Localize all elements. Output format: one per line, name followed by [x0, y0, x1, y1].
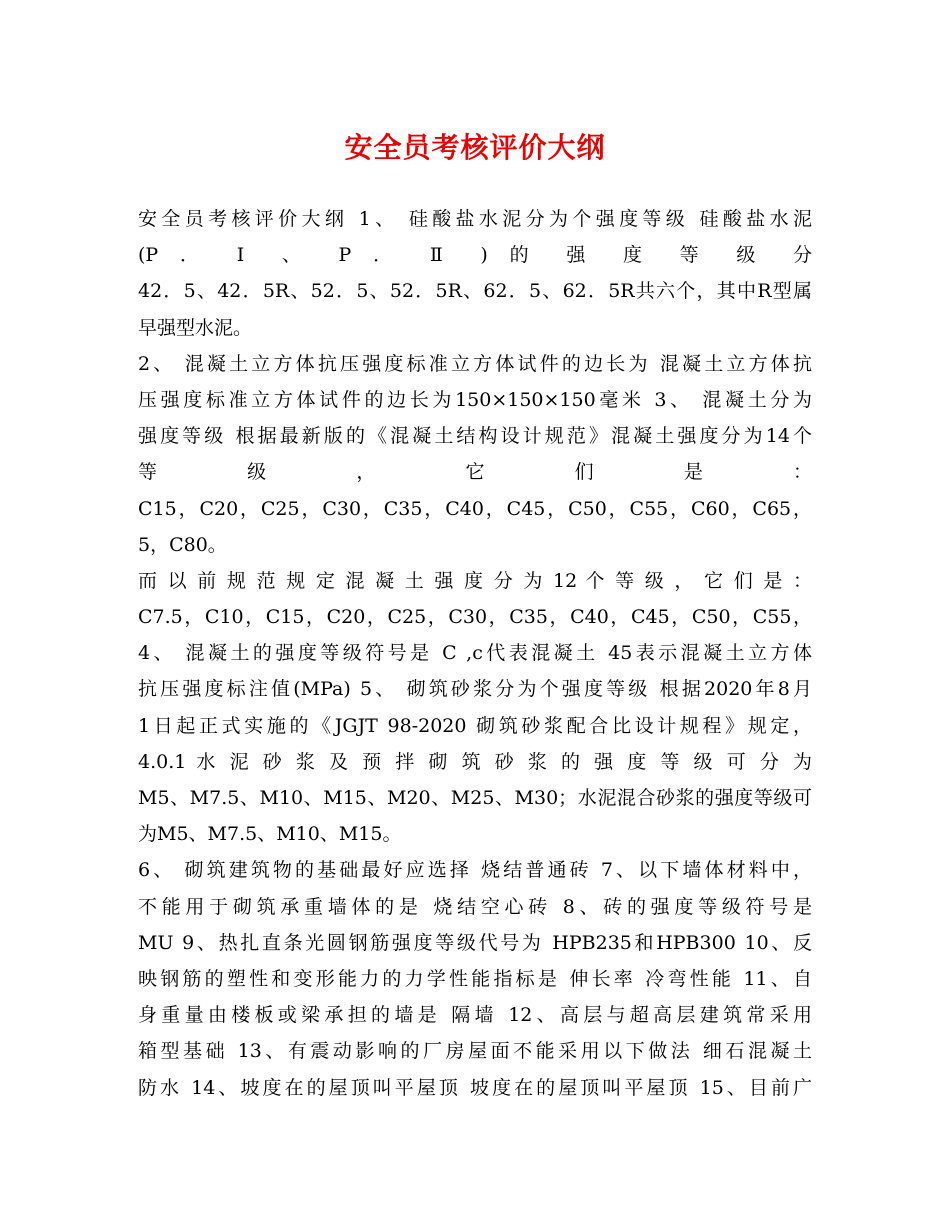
text-line: 映钢筋的塑性和变形能力的力学性能指标是 伸长率 冷弯性能 11、自	[138, 967, 812, 990]
text-line: 5，C80。	[138, 533, 227, 556]
text-line: 4.0.1 水 泥 砂 浆 及 预 拌 砌 筑 砂 浆 的 强 度 等 级 可 分 为	[138, 750, 812, 773]
text-line: 42．5、42．5R、52．5、52．5R、62．5、62．5R共六个，其中R型属	[138, 280, 812, 303]
text-line: (P ． Ⅰ 、 P ． Ⅱ ) 的 强 度 等 级 分	[138, 244, 812, 267]
text-line: 6、 砌筑建筑物的基础最好应选择 烧结普通砖 7、以下墙体材料中，	[138, 859, 812, 882]
text-line: MU 9、热扎直条光圆钢筋强度等级代号为 HPB235和HPB300 10、反	[138, 931, 812, 954]
text-line: C7.5，C10，C15，C20，C25，C30，C35，C40，C45，C50，C55，	[138, 606, 812, 629]
text-line: 安全员考核评价大纲 1、 硅酸盐水泥分为个强度等级 硅酸盐水泥	[138, 208, 812, 230]
text-line: M5、M7.5、M10、M15、M20、M25、M30；水泥混合砂浆的强度等级可	[138, 787, 812, 809]
text-line: 压强度标准立方体试件的边长为150×150×150毫米 3、 混凝土分为	[138, 388, 812, 411]
text-line: 早强型水泥。	[138, 316, 253, 339]
text-line: 抗压强度标注值(MPa) 5、 砌筑砂浆分为个强度等级 根据2020年8月	[138, 678, 812, 701]
document-body	[138, 201, 812, 1106]
text-line: 强度等级 根据最新版的《混凝土结构设计规范》混凝土强度分为14个	[138, 425, 812, 448]
text-line: 为M5、M7.5、M10、M15。	[138, 823, 402, 846]
document-title: 安全员考核评价大纲	[344, 131, 606, 164]
text-line: 箱型基础 13、有震动影响的厂房屋面不能采用以下做法 细石混凝土	[138, 1040, 812, 1063]
text-line: 身重量由楼板或梁承担的墙是 隔墙 12、高层与超高层建筑常采用	[138, 1004, 812, 1027]
text-line: 2、 混凝土立方体抗压强度标准立方体试件的边长为 混凝土立方体抗	[138, 352, 812, 375]
text-line: C15，C20，C25，C30，C35，C40，C45，C50，C55，C60，C65，	[138, 497, 812, 520]
text-line: 4、 混凝土的强度等级符号是 C ,c代表混凝土 45表示混凝土立方体	[138, 642, 812, 665]
text-line: 而 以 前 规 范 规 定 混 凝 土 强 度 分 为 12 个 等 级 ， 它 们 是 ：	[138, 569, 812, 592]
text-line: 防水 14、坡度在的屋顶叫平屋顶 坡度在的屋顶叫平屋顶 15、目前广	[138, 1076, 812, 1099]
text-line: 1日起正式实施的《JGJT 98-2020 砌筑砂浆配合比设计规程》规定，	[138, 714, 812, 737]
text-line: 等 级 ， 它 们 是 ：	[138, 461, 812, 484]
text-line: 不能用于砌筑承重墙体的是 烧结空心砖 8、砖的强度等级符号是	[138, 895, 812, 918]
